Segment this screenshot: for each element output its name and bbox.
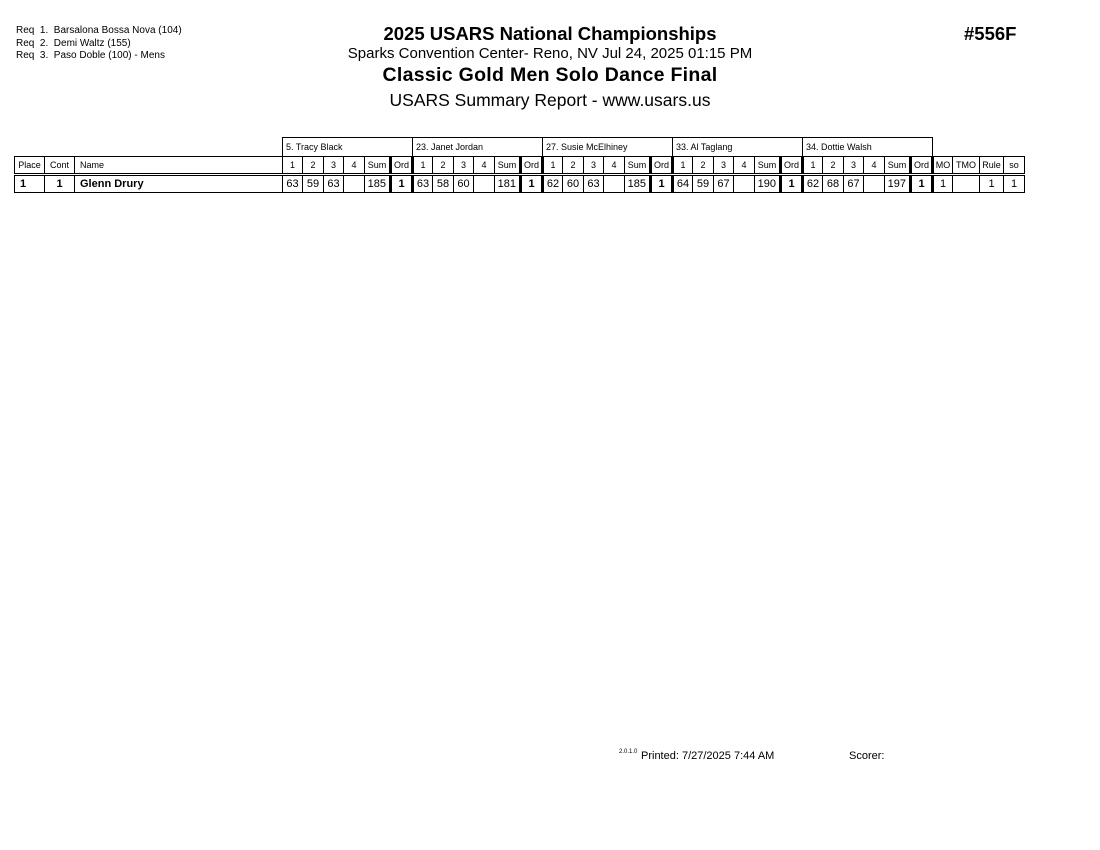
score-cell: 68	[823, 175, 844, 193]
score-cell	[474, 175, 495, 193]
column-header: 4	[604, 157, 625, 175]
column-header: 4	[344, 157, 365, 175]
tmo-cell	[953, 175, 980, 193]
sum-cell: 197	[885, 175, 911, 193]
requirement-2: Req 2. Demi Waltz (155)	[16, 37, 131, 49]
column-header: TMO	[953, 157, 980, 175]
score-cell: 67	[844, 175, 864, 193]
judge-name: 34. Dottie Walsh	[803, 138, 933, 157]
column-header: 1	[413, 157, 433, 175]
score-cell: 62	[803, 175, 823, 193]
column-header: 2	[823, 157, 844, 175]
column-header: Rule	[980, 157, 1004, 175]
printed-timestamp: Printed: 7/27/2025 7:44 AM	[641, 750, 775, 762]
column-header: 2	[563, 157, 584, 175]
score-cell	[864, 175, 885, 193]
column-header: so	[1004, 157, 1025, 175]
event-title: Classic Gold Men Solo Dance Final	[382, 64, 718, 86]
column-header: Ord	[521, 157, 543, 175]
judge-name: 27. Susie McElhiney	[543, 138, 673, 157]
column-header: Sum	[625, 157, 651, 175]
column-header: 2	[433, 157, 454, 175]
column-header: Sum	[755, 157, 781, 175]
column-header: Sum	[365, 157, 391, 175]
ordinal-cell: 1	[391, 175, 413, 193]
column-header: Sum	[495, 157, 521, 175]
column-header: 3	[324, 157, 344, 175]
score-cell	[734, 175, 755, 193]
score-cell	[604, 175, 625, 193]
requirement-3: Req 3. Paso Doble (100) - Mens	[16, 50, 165, 61]
judge-name: 33. Al Taglang	[673, 138, 803, 157]
sum-cell: 190	[755, 175, 781, 193]
score-cell: 59	[693, 175, 714, 193]
column-header: 1	[803, 157, 823, 175]
column-header: 3	[844, 157, 864, 175]
judge-name: 23. Janet Jordan	[413, 138, 543, 157]
score-cell: 63	[584, 175, 604, 193]
column-header-row	[15, 157, 1025, 175]
column-header: 1	[283, 157, 303, 175]
event-number: #556F	[964, 23, 1017, 44]
results-table	[14, 137, 1025, 193]
software-version: 2.0.1.0	[619, 749, 638, 755]
column-header: Ord	[781, 157, 803, 175]
score-cell: 67	[714, 175, 734, 193]
judge-header-row	[15, 138, 1025, 157]
column-header: 4	[474, 157, 495, 175]
judge-row-spacer	[15, 138, 283, 157]
column-header: Sum	[885, 157, 911, 175]
column-header: Place	[15, 157, 45, 175]
column-header: 4	[864, 157, 885, 175]
score-cell: 59	[303, 175, 324, 193]
judge-name: 5. Tracy Black	[283, 138, 413, 157]
cont-cell: 1	[45, 175, 75, 193]
score-cell: 64	[673, 175, 693, 193]
column-header: Ord	[391, 157, 413, 175]
column-header: Name	[75, 157, 283, 175]
skater-name: Glenn Drury	[75, 175, 283, 193]
column-header: 1	[673, 157, 693, 175]
ordinal-cell: 1	[781, 175, 803, 193]
so-cell: 1	[1004, 175, 1025, 193]
page-title: 2025 USARS National Championships	[383, 23, 717, 44]
report-title: USARS Summary Report - www.usars.us	[389, 90, 711, 110]
place-cell: 1	[15, 175, 45, 193]
score-cell: 63	[324, 175, 344, 193]
column-header: Ord	[911, 157, 933, 175]
score-cell: 60	[454, 175, 474, 193]
column-header: MO	[933, 157, 953, 175]
score-cell: 58	[433, 175, 454, 193]
requirements-list	[16, 25, 182, 63]
score-cell	[344, 175, 365, 193]
ordinal-cell: 1	[521, 175, 543, 193]
column-header: 3	[714, 157, 734, 175]
table-row	[15, 175, 1025, 193]
requirement-1: Req 1. Barsalona Bossa Nova (104)	[16, 25, 182, 36]
score-cell: 63	[283, 175, 303, 193]
judge-row-spacer	[933, 138, 1025, 157]
column-header: 1	[543, 157, 563, 175]
column-header: 2	[303, 157, 324, 175]
sum-cell: 185	[625, 175, 651, 193]
column-header: 3	[454, 157, 474, 175]
ordinal-cell: 1	[911, 175, 933, 193]
column-header: Ord	[651, 157, 673, 175]
score-cell: 60	[563, 175, 584, 193]
score-cell: 63	[413, 175, 433, 193]
sum-cell: 185	[365, 175, 391, 193]
column-header: 4	[734, 157, 755, 175]
mo-cell: 1	[933, 175, 953, 193]
sum-cell: 181	[495, 175, 521, 193]
column-header: Cont	[45, 157, 75, 175]
score-cell: 62	[543, 175, 563, 193]
rule-cell: 1	[980, 175, 1004, 193]
column-header: 3	[584, 157, 604, 175]
venue-datetime: Sparks Convention Center- Reno, NV Jul 24, 2025 01:15 PM	[347, 45, 753, 62]
ordinal-cell: 1	[651, 175, 673, 193]
scorer-label: Scorer:	[849, 750, 885, 762]
column-header: 2	[693, 157, 714, 175]
